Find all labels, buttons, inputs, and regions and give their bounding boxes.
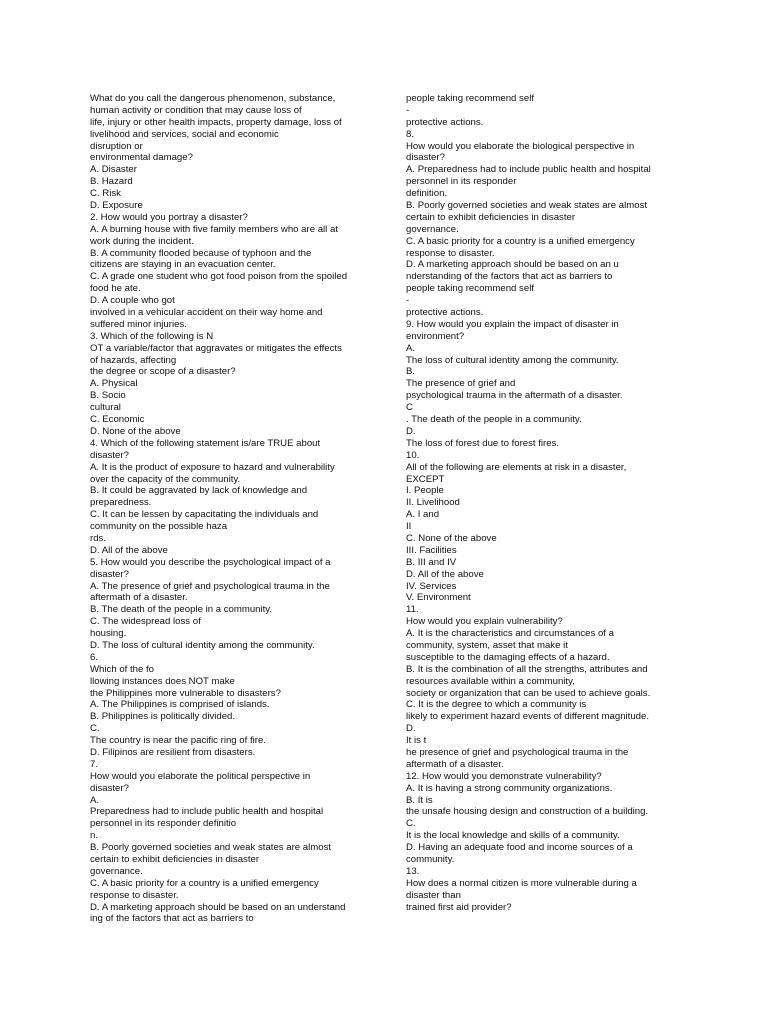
- text-line: C. It is the degree to which a community is: [406, 699, 587, 711]
- text-line: B.: [406, 366, 416, 378]
- text-line: C.: [406, 818, 416, 830]
- text-line: community on the possible haza: [90, 521, 228, 533]
- text-line: disaster?: [90, 782, 129, 794]
- text-line: How would you elaborate the political perspective in: [90, 770, 311, 782]
- text-line: D. Having an adequate food and income sources of a: [406, 842, 633, 854]
- text-line: people taking recommend self: [406, 93, 534, 104]
- text-line: involved in a vehicular accident on their way home and: [90, 307, 323, 319]
- text-line: It is the local knowledge and skills of a community.: [406, 830, 620, 842]
- text-line: livelihood and services, social and economic: [90, 128, 279, 140]
- text-line: III. Facilities: [406, 544, 457, 556]
- text-line: C. A basic priority for a country is a unified emergency: [90, 877, 319, 889]
- text-line: B. It is the combination of all the strengths, attributes and: [406, 663, 648, 675]
- text-line: protective actions.: [406, 116, 484, 128]
- text-line: aftermath of a disaster.: [406, 758, 504, 770]
- text-line: 6.: [90, 651, 99, 663]
- text-line: definition.: [406, 188, 448, 200]
- text-line: D. A marketing approach should be based on an u: [406, 259, 619, 271]
- text-line: 13.: [406, 865, 420, 877]
- text-line: A. Disaster: [90, 164, 137, 176]
- text-line: EXCEPT: [406, 473, 445, 485]
- text-line: protective actions.: [406, 307, 484, 319]
- text-line: citizens are staying in an evacuation center.: [90, 259, 276, 271]
- text-line: A. The Philippines is comprised of islands.: [90, 699, 270, 711]
- text-line: B. Hazard: [90, 176, 133, 188]
- text-line: I. People: [406, 485, 444, 497]
- text-line: 9. How would you explain the impact of disaster in: [406, 318, 619, 330]
- text-line: work during the incident.: [90, 235, 194, 247]
- text-line: B. Poorly governed societies and weak states are almost: [406, 200, 648, 212]
- text-line: susceptible to the damaging effects of a hazard.: [406, 651, 610, 663]
- text-line: 8.: [406, 128, 415, 140]
- text-line: The loss of forest due to forest fires.: [406, 437, 560, 449]
- text-line: of hazards, affecting: [90, 354, 177, 366]
- text-line: A. It is the product of exposure to hazard and vulnerability: [90, 461, 335, 473]
- text-line: A. Preparedness had to include public health and hospital: [406, 164, 651, 176]
- text-line: C. Risk: [90, 188, 121, 200]
- text-line: likely to experiment hazard events of different magnitude.: [406, 711, 650, 723]
- text-line: D.: [406, 723, 416, 735]
- text-line: governance.: [90, 865, 143, 877]
- text-line: -: [406, 295, 410, 307]
- text-line: ing of the factors that act as barriers to: [90, 913, 254, 925]
- text-line: society or organization that can be used to achieve goals.: [406, 687, 651, 699]
- text-line: 5. How would you describe the psychological impact of a: [90, 556, 331, 568]
- right-text-column: [406, 93, 668, 913]
- text-line: Preparedness had to include public health and hospital: [90, 806, 324, 818]
- text-line: A.: [406, 342, 416, 354]
- text-line: B. Poorly governed societies and weak states are almost: [90, 842, 332, 854]
- text-line: community.: [406, 854, 455, 865]
- text-line: disaster?: [90, 568, 129, 580]
- text-line: A.: [90, 794, 100, 806]
- text-line: food he ate.: [90, 283, 141, 295]
- text-line: personnel in its responder: [406, 176, 517, 188]
- text-line: people taking recommend self: [406, 283, 534, 295]
- text-line: B. The death of the people in a community.: [90, 604, 273, 616]
- text-line: . The death of the people in a community.: [406, 414, 582, 426]
- text-line: nderstanding of the factors that act as barriers to: [406, 271, 613, 283]
- text-line: How would you explain vulnerability?: [406, 616, 563, 628]
- text-line: housing.: [90, 628, 127, 640]
- text-line: response to disaster.: [406, 247, 495, 259]
- text-line: B. Philippines is politically divided.: [90, 711, 236, 723]
- text-line: 7.: [90, 758, 99, 770]
- text-line: A. Physical: [90, 378, 138, 390]
- text-line: governance.: [406, 223, 459, 235]
- text-line: n.: [90, 830, 99, 842]
- text-line: D.: [406, 425, 416, 437]
- text-line: human activity or condition that may cause loss of: [90, 104, 302, 116]
- text-line: the unsafe housing design and construction of a building.: [406, 806, 649, 818]
- text-line: 11.: [406, 604, 419, 616]
- text-line: community, system, asset that make it: [406, 639, 568, 651]
- text-line: D. Exposure: [90, 200, 143, 212]
- text-line: II. Livelihood: [406, 497, 460, 509]
- text-line: D. Filipinos are resilient from disasters.: [90, 746, 256, 758]
- text-line: trained first aid provider?: [406, 901, 512, 913]
- text-line: C. A grade one student who got food poison from the spoiled: [90, 271, 348, 283]
- text-line: C. The widespread loss of: [90, 616, 201, 628]
- text-line: personnel in its responder definitio: [90, 818, 237, 830]
- text-line: aftermath of a disaster.: [90, 592, 188, 604]
- text-line: C. None of the above: [406, 532, 497, 544]
- text-line: psychological trauma in the aftermath of a disaster.: [406, 390, 623, 402]
- text-line: B. III and IV: [406, 556, 457, 568]
- text-line: The presence of grief and: [406, 378, 516, 390]
- text-line: response to disaster.: [90, 889, 179, 901]
- text-line: certain to exhibit deficiencies in disaster: [90, 854, 260, 865]
- text-line: D. A couple who got: [90, 295, 175, 307]
- text-line: The country is near the pacific ring of fire.: [90, 735, 266, 747]
- text-line: disruption or: [90, 140, 143, 152]
- text-line: V. Environment: [406, 592, 471, 604]
- text-line: disaster than: [406, 889, 461, 901]
- text-line: 3. Which of the following is N: [90, 330, 214, 342]
- text-line: suffered minor injuries.: [90, 318, 187, 330]
- text-line: How does a normal citizen is more vulnerable during a: [406, 877, 637, 889]
- text-line: disaster?: [406, 152, 445, 164]
- text-line: D. A marketing approach should be based on an understand: [90, 901, 346, 913]
- text-line: the degree or scope of a disaster?: [90, 366, 236, 378]
- text-line: C.: [90, 723, 100, 735]
- text-line: D. None of the above: [90, 425, 181, 437]
- text-line: preparedness.: [90, 497, 152, 509]
- text-line: A. A burning house with five family members who are all at: [90, 223, 338, 235]
- text-line: A. I and: [406, 509, 440, 521]
- text-line: 2. How would you portray a disaster?: [90, 211, 248, 223]
- text-line: he presence of grief and psychological trauma in the: [406, 746, 629, 758]
- text-line: Which of the fo: [90, 663, 154, 675]
- text-line: -: [406, 104, 410, 116]
- text-line: 10.: [406, 449, 420, 461]
- text-line: C. It can be lessen by capacitating the individuals and: [90, 509, 319, 521]
- text-line: C: [406, 402, 413, 414]
- text-line: A. It is the characteristics and circumstances of a: [406, 628, 614, 640]
- text-line: over the capacity of the community.: [90, 473, 241, 485]
- text-line: It is t: [406, 735, 427, 747]
- text-line: How would you elaborate the biological perspective in: [406, 140, 635, 152]
- text-line: cultural: [90, 402, 121, 414]
- text-line: B. It could be aggravated by lack of knowledge and: [90, 485, 308, 497]
- text-line: resources available within a community,: [406, 675, 575, 687]
- left-text-column: [90, 93, 370, 925]
- text-line: A. It is having a strong community organizations.: [406, 782, 613, 794]
- text-line: B. Socio: [90, 390, 126, 402]
- text-line: IV. Services: [406, 580, 457, 592]
- text-line: 4. Which of the following statement is/are TRUE about: [90, 437, 321, 449]
- text-line: The loss of cultural identity among the community.: [406, 354, 619, 366]
- text-line: life, injury or other health impacts, property damage, loss of: [90, 116, 342, 128]
- text-line: D. The loss of cultural identity among the community.: [90, 639, 315, 651]
- text-line: A. The presence of grief and psychological trauma in the: [90, 580, 330, 592]
- text-line: What do you call the dangerous phenomenon, substance,: [90, 93, 336, 104]
- text-line: llowing instances does NOT make: [90, 675, 235, 687]
- text-line: the Philippines more vulnerable to disasters?: [90, 687, 281, 699]
- text-line: certain to exhibit deficiencies in disaster: [406, 211, 576, 223]
- text-line: 12. How would you demonstrate vulnerability?: [406, 770, 602, 782]
- text-line: environmental damage?: [90, 152, 193, 164]
- text-line: environment?: [406, 330, 465, 342]
- text-line: C. Economic: [90, 414, 145, 426]
- text-line: All of the following are elements at risk in a disaster,: [406, 461, 627, 473]
- text-line: disaster?: [90, 449, 129, 461]
- text-line: II: [406, 521, 412, 533]
- text-line: rds.: [90, 532, 106, 544]
- text-line: D. All of the above: [90, 544, 168, 556]
- text-line: C. A basic priority for a country is a unified emergency: [406, 235, 635, 247]
- text-line: D. All of the above: [406, 568, 484, 580]
- text-line: B. It is: [406, 794, 433, 806]
- text-line: B. A community flooded because of typhoon and the: [90, 247, 312, 259]
- text-line: OT a variable/factor that aggravates or mitigates the effects: [90, 342, 342, 354]
